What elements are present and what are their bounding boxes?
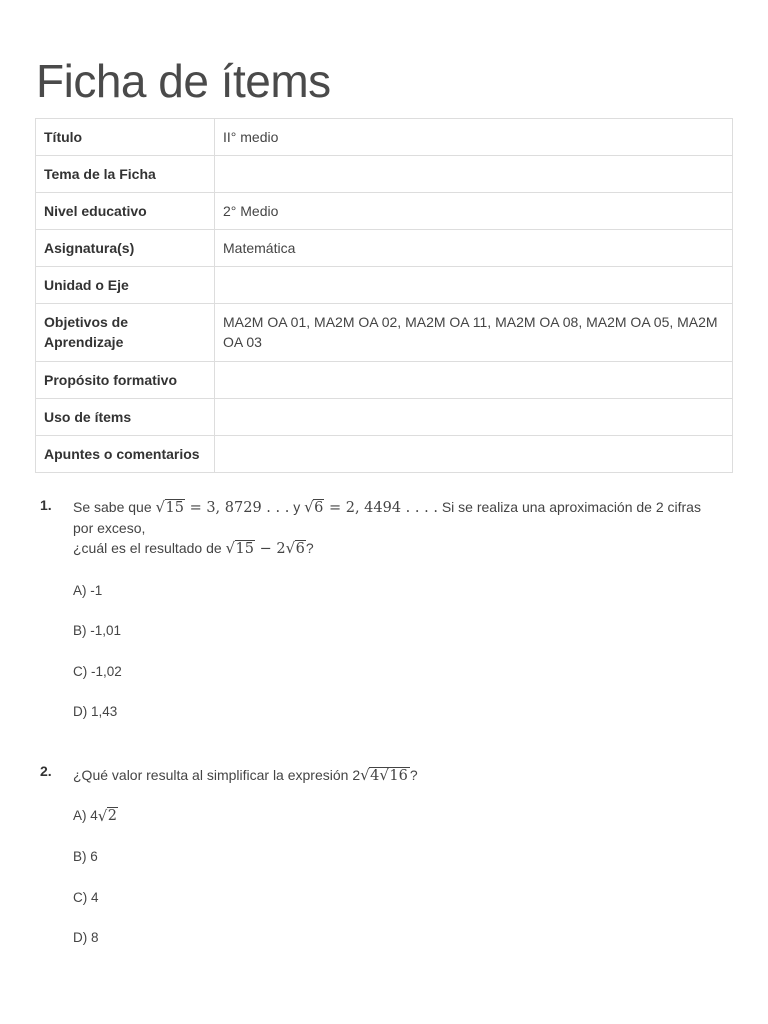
row-label: Asignatura(s) (36, 230, 215, 267)
math-expression: √ 15 − 2 √ 6 (225, 539, 305, 557)
row-value (215, 362, 733, 399)
table-row (36, 156, 733, 193)
sqrt-symbol: √ 15 (225, 539, 254, 557)
answer-option[interactable]: A) 4 √ 2 (73, 807, 117, 825)
table-row (36, 399, 733, 436)
stem-text: ? (409, 767, 418, 783)
math-expression: √ 15 = 3, 8729 . . . (155, 498, 290, 516)
sqrt-symbol: √ 6 (285, 539, 305, 557)
row-value: Matemática (215, 230, 733, 267)
answer-option[interactable]: D) 1,43 (73, 704, 118, 719)
question-2 (40, 763, 740, 953)
question-number: 2. (40, 763, 52, 779)
math-expression (360, 768, 410, 784)
stem-text: Se sabe que (73, 499, 156, 515)
stem-text: ¿Qué valor resulta al simplificar la expresión 2 (73, 767, 361, 783)
answer-option[interactable]: A) -1 (73, 583, 103, 598)
stem-text: ? (305, 540, 314, 556)
table-row (36, 193, 733, 230)
row-label: Título (36, 119, 215, 156)
table-row (36, 304, 733, 362)
row-value (215, 267, 733, 304)
question-stem (73, 497, 723, 559)
answer-option[interactable]: B) 6 (73, 849, 98, 864)
question-number: 1. (40, 497, 52, 513)
row-label: Objetivos de Aprendizaje (36, 304, 215, 362)
table-row (36, 119, 733, 156)
row-label: Tema de la Ficha (36, 156, 215, 193)
row-value (215, 436, 733, 473)
row-value: II° medio (215, 119, 733, 156)
row-value: MA2M OA 01, MA2M OA 02, MA2M OA 11, MA2M OA 08, MA2M OA 05, MA2M OA 03 (215, 304, 733, 362)
row-value (215, 399, 733, 436)
sqrt-symbol: √ 16 (379, 766, 408, 784)
row-label: Unidad o Eje (36, 267, 215, 304)
question-1 (40, 497, 740, 727)
row-label: Nivel educativo (36, 193, 215, 230)
table-row (36, 230, 733, 267)
sqrt-symbol: √ 2 (97, 807, 117, 825)
question-stem (73, 765, 723, 786)
row-label: Apuntes o comentarios (36, 436, 215, 473)
row-value (215, 156, 733, 193)
stem-text: Si se realiza una aproximación de 2 cifras por exceso, (73, 499, 701, 536)
answer-option[interactable]: C) 4 (73, 890, 99, 905)
row-label: Uso de ítems (36, 399, 215, 436)
stem-text: y (289, 499, 305, 515)
row-value: 2° Medio (215, 193, 733, 230)
answer-option[interactable]: B) -1,01 (73, 623, 122, 638)
sqrt-symbol: √ 6 (304, 498, 324, 516)
item-info-table (35, 118, 733, 473)
math-expression: √ 6 = 2, 4494 . . . . (304, 498, 438, 516)
table-row (36, 362, 733, 399)
answer-option[interactable]: D) 8 (73, 930, 99, 945)
answer-option[interactable]: C) -1,02 (73, 664, 122, 679)
sqrt-symbol: √ 15 (155, 498, 184, 516)
page-title: Ficha de ítems (36, 55, 331, 107)
table-row (36, 436, 733, 473)
sqrt-symbol: √ 4 √ 16 (360, 766, 408, 784)
stem-text: ¿cuál es el resultado de (73, 540, 226, 556)
table-row (36, 267, 733, 304)
row-label: Propósito formativo (36, 362, 215, 399)
